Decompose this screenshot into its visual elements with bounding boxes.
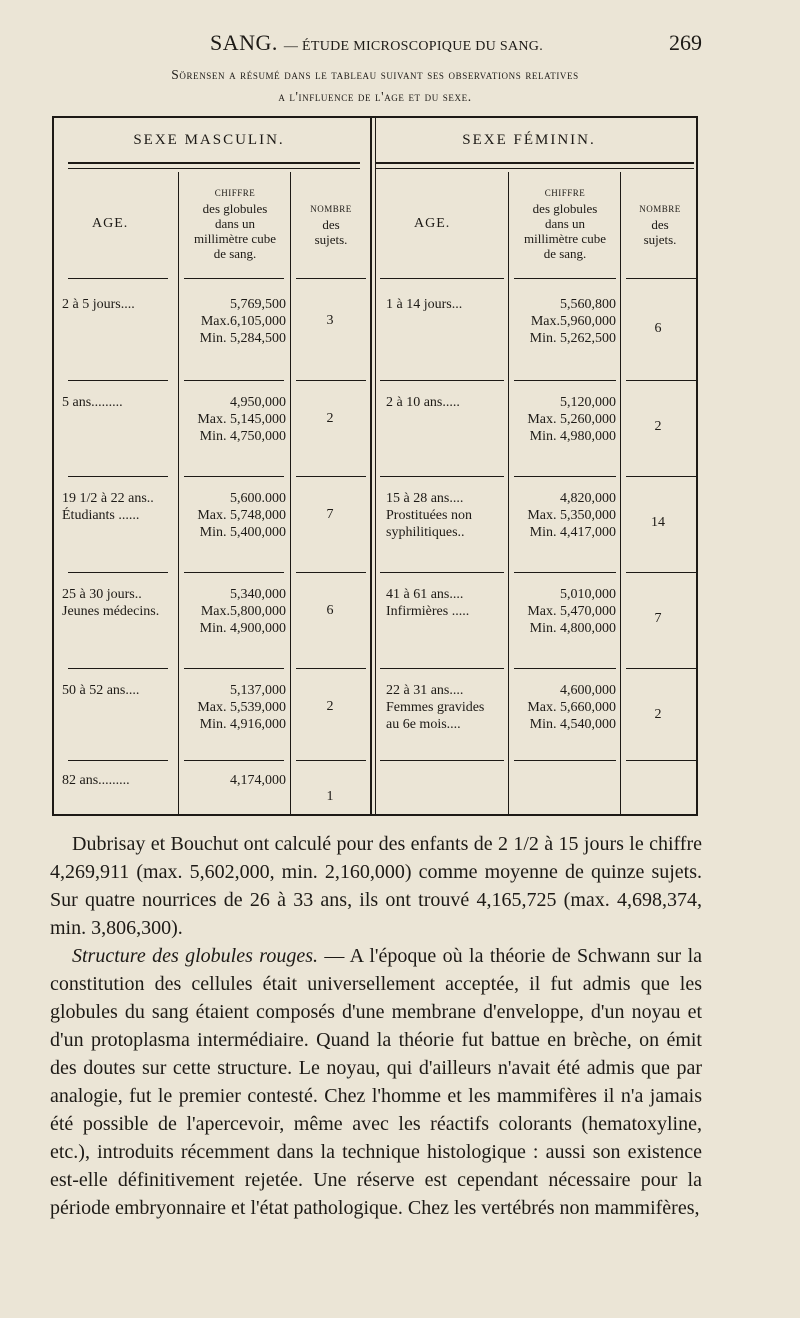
col-globules-line: de sang. xyxy=(543,246,587,261)
male-age-cell: 50 à 52 ans.... xyxy=(62,683,140,698)
female-age-cell: 1 à 14 jours... xyxy=(386,297,463,312)
male-age-cell: Étudiants ...... xyxy=(62,508,140,523)
male-globules-cell: Max.6,105,000 xyxy=(200,314,286,329)
row-rule xyxy=(380,278,504,279)
header-rule-female-thin xyxy=(376,168,694,169)
col-globules-line: dans un xyxy=(544,216,586,231)
row-rule xyxy=(68,572,168,573)
female-age-cell: 15 à 28 ans.... xyxy=(386,491,464,506)
col-rule-2 xyxy=(290,172,291,814)
female-globules-cell: 5,560,800 xyxy=(560,297,616,312)
col-globules-male xyxy=(180,186,290,261)
row-rule xyxy=(296,668,366,669)
male-count-cell: 3 xyxy=(326,313,334,328)
male-globules-cell: Max.5,800,000 xyxy=(200,604,286,619)
page-number: 269 xyxy=(669,30,702,55)
male-header: SEXE MASCULIN. xyxy=(133,132,285,148)
male-globules-cell: Max. 5,539,000 xyxy=(197,700,286,715)
row-rule xyxy=(184,572,284,573)
col-globules-line: CHIFFRE xyxy=(544,188,586,198)
header-rule-female xyxy=(376,162,694,164)
female-globules-cell: 5,010,000 xyxy=(560,587,616,602)
female-count-cell: 7 xyxy=(654,611,662,626)
col-globules-line: dans un xyxy=(214,216,256,231)
male-globules-cell: Min. 5,400,000 xyxy=(199,525,286,540)
row-rule xyxy=(68,476,168,477)
row-rule xyxy=(68,380,168,381)
col-age-male: AGE. xyxy=(92,216,129,231)
female-age-cell: 41 à 61 ans.... xyxy=(386,587,464,602)
male-age-cell: 82 ans......... xyxy=(62,773,130,788)
col-globules-line: de sang. xyxy=(213,246,257,261)
row-rule xyxy=(184,278,284,279)
male-count-cell: 2 xyxy=(326,411,334,426)
row-rule xyxy=(184,476,284,477)
male-globules-cell: 4,174,000 xyxy=(230,773,286,788)
row-rule xyxy=(68,760,168,761)
col-globules-line: des globules xyxy=(532,201,598,216)
paragraph-2 xyxy=(50,942,702,1222)
female-count-cell: 6 xyxy=(654,321,662,336)
intro-line-1: Sörensen a résumé dans le tableau suivant ses observations relatives xyxy=(171,67,579,82)
male-globules-cell: 5,600.000 xyxy=(230,491,286,506)
male-globules-cell: Min. 4,916,000 xyxy=(199,717,286,732)
col-age-female: AGE. xyxy=(414,216,451,231)
row-rule xyxy=(296,572,366,573)
female-globules-cell: Min. 5,262,500 xyxy=(529,331,616,346)
row-rule xyxy=(184,760,284,761)
paragraph-2-text: — A l'époque où la théorie de Schwann sur la constitution des cellules était universellement acceptée, il fut admis que les globules du sang étaient composés d'une membrane d'enveloppe, d'un noyau et d'un protoplasma intermédiaire. Quand la théorie fut battue en brèche, on émit des doutes sur cette structure. Le noyau, qui d'ailleurs n'avait été admis que par analogie, fut le premier contesté. Chez l'homme et les mammifères il n'a jamais été possible de l'apercevoir, même avec les réactifs colorants (hematoxyline, etc.), introduits récemment dans la technique histologique : aussi son existence est-elle définitivement rejetée. Une réserve est cependant nécessaire pour la période embryonnaire et l'état pathologique. Chez les vertébrés non mammifères, xyxy=(50,945,703,1219)
row-rule xyxy=(514,668,616,669)
male-age-cell: 5 ans......... xyxy=(62,395,123,410)
row-rule xyxy=(296,760,366,761)
male-globules-cell: 5,137,000 xyxy=(230,683,286,698)
female-globules-cell: 5,120,000 xyxy=(560,395,616,410)
row-rule xyxy=(626,476,696,477)
female-age-cell: Prostituées non xyxy=(386,508,472,523)
section-heading: Structure des globules rouges. xyxy=(72,945,318,967)
row-rule xyxy=(296,476,366,477)
row-rule xyxy=(626,760,696,761)
body-text xyxy=(50,830,702,1222)
female-globules-cell: Max. 5,470,000 xyxy=(527,604,616,619)
row-rule xyxy=(514,278,616,279)
row-rule xyxy=(380,760,504,761)
row-rule xyxy=(380,380,504,381)
col-globules-line: millimètre cube xyxy=(524,231,606,246)
col-globules-line: CHIFFRE xyxy=(214,188,256,198)
col-rule-center-a xyxy=(370,118,372,814)
male-age-cell: 2 à 5 jours.... xyxy=(62,297,135,312)
female-globules-cell: 4,600,000 xyxy=(560,683,616,698)
row-rule xyxy=(296,380,366,381)
col-nombre-line: des xyxy=(322,217,340,232)
female-count-cell: 2 xyxy=(654,707,662,722)
table-intro xyxy=(55,64,695,108)
male-age-cell: 25 à 30 jours.. xyxy=(62,587,142,602)
header-rule-male-thin xyxy=(68,168,360,169)
row-rule xyxy=(68,278,168,279)
running-title-dash: — xyxy=(283,39,299,54)
female-globules-cell: Min. 4,540,000 xyxy=(529,717,616,732)
male-globules-cell: Max. 5,748,000 xyxy=(197,508,286,523)
col-nombre-line: sujets. xyxy=(314,232,348,247)
col-rule-center-b xyxy=(375,118,376,814)
row-rule xyxy=(514,760,616,761)
row-rule xyxy=(380,476,504,477)
col-globules-female xyxy=(510,186,620,261)
female-age-cell: 2 à 10 ans..... xyxy=(386,395,460,410)
row-rule xyxy=(626,278,696,279)
row-rule xyxy=(68,668,168,669)
male-count-cell: 6 xyxy=(326,603,334,618)
col-nombre-female xyxy=(622,202,698,247)
data-table xyxy=(52,116,698,816)
female-age-cell: syphilitiques.. xyxy=(386,525,465,540)
female-count-cell: 14 xyxy=(651,515,665,530)
female-globules-cell: Max. 5,260,000 xyxy=(527,412,616,427)
row-rule xyxy=(626,380,696,381)
col-globules-line: millimètre cube xyxy=(194,231,276,246)
female-globules-cell: Min. 4,417,000 xyxy=(529,525,616,540)
male-age-cell: 19 1/2 à 22 ans.. xyxy=(62,491,154,506)
female-globules-cell: Min. 4,980,000 xyxy=(529,429,616,444)
running-title xyxy=(210,30,543,56)
row-rule xyxy=(626,572,696,573)
female-globules-cell: Min. 4,800,000 xyxy=(529,621,616,636)
col-nombre-line: NOMBRE xyxy=(639,204,681,214)
male-count-cell: 2 xyxy=(326,699,334,714)
female-globules-cell: 4,820,000 xyxy=(560,491,616,506)
row-rule xyxy=(514,380,616,381)
female-age-cell: Infirmières ..... xyxy=(386,604,470,619)
header-rule-male xyxy=(68,162,360,164)
col-nombre-line: sujets. xyxy=(643,232,677,247)
male-globules-cell: 5,340,000 xyxy=(230,587,286,602)
row-rule xyxy=(380,668,504,669)
male-count-cell: 7 xyxy=(326,507,334,522)
female-globules-cell: Max. 5,350,000 xyxy=(527,508,616,523)
col-nombre-male xyxy=(292,202,370,247)
row-rule xyxy=(184,668,284,669)
col-rule-4 xyxy=(508,172,509,814)
female-count-cell: 2 xyxy=(654,419,662,434)
male-globules-cell: Max. 5,145,000 xyxy=(197,412,286,427)
col-globules-line: des globules xyxy=(202,201,268,216)
col-nombre-line: NOMBRE xyxy=(310,204,352,214)
male-globules-cell: Min. 4,900,000 xyxy=(199,621,286,636)
row-rule xyxy=(296,278,366,279)
male-globules-cell: Min. 5,284,500 xyxy=(199,331,286,346)
female-globules-cell: Max.5,960,000 xyxy=(530,314,616,329)
col-rule-1 xyxy=(178,172,179,814)
paragraph-1: Dubrisay et Bouchut ont calculé pour des enfants de 2 1/2 à 15 jours le chiffre 4,269,911 (max. 5,602,000, min. 2,160,000) comme moyenne de quinze sujets. Sur quatre nourrices de 26 à 33 ans, ils ont trouvé 4,165,725 (max. 4,698,374, min. 3,806,300). xyxy=(50,833,702,939)
male-age-cell: Jeunes médecins. xyxy=(62,604,160,619)
female-age-cell: Femmes gravides xyxy=(386,700,485,715)
running-title-sub: ÉTUDE MICROSCOPIQUE DU SANG. xyxy=(302,39,543,54)
male-globules-cell: 4,950,000 xyxy=(230,395,286,410)
row-rule xyxy=(184,380,284,381)
intro-line-2: a l'influence de l'age et du sexe. xyxy=(278,89,472,104)
female-age-cell: 22 à 31 ans.... xyxy=(386,683,464,698)
male-count-cell: 1 xyxy=(326,789,334,804)
col-rule-5 xyxy=(620,172,621,814)
row-rule xyxy=(514,572,616,573)
female-age-cell: au 6e mois.... xyxy=(386,717,461,732)
row-rule xyxy=(514,476,616,477)
male-globules-cell: 5,769,500 xyxy=(230,297,286,312)
running-title-main: SANG. xyxy=(210,30,278,55)
male-globules-cell: Min. 4,750,000 xyxy=(199,429,286,444)
female-globules-cell: Max. 5,660,000 xyxy=(527,700,616,715)
running-head xyxy=(50,30,702,58)
female-header: SEXE FÉMININ. xyxy=(462,132,596,148)
row-rule xyxy=(380,572,504,573)
col-nombre-line: des xyxy=(651,217,669,232)
row-rule xyxy=(626,668,696,669)
